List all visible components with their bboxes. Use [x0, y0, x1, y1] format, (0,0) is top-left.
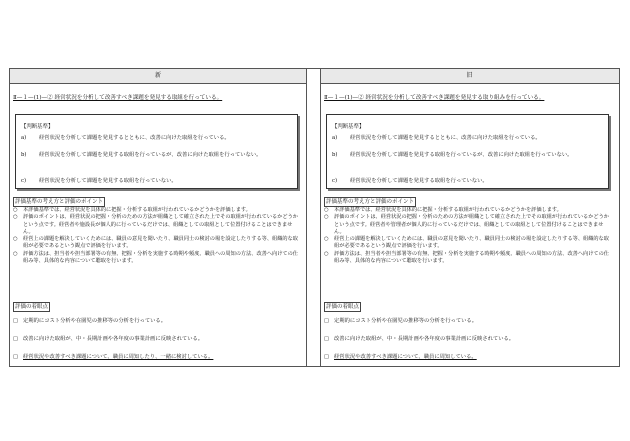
criterion-mark: a) [332, 135, 338, 141]
check-text: 定期的にコスト分析や在園児の推移等の分析を行っている。 [23, 318, 167, 324]
check-text: 定期的にコスト分析や在園児の推移等の分析を行っている。 [334, 318, 478, 324]
points-list [13, 207, 301, 265]
checks-title: 評価の着眼点 [15, 304, 49, 310]
old-column [321, 83, 619, 366]
point-text: 評価方法は、担当者や担当部署等の有無、把握・分析を実施する時期や頻度、職員への周知の方法、改善へ向けての仕組み等、具体的な内容について聴取を行います。 [334, 250, 609, 265]
criterion-c [21, 177, 289, 185]
bullet: ○ [324, 250, 329, 257]
bullet: ○ [324, 214, 329, 221]
list-item [13, 214, 301, 236]
list-item [13, 317, 166, 325]
criterion-text: 経営状況を分析して課題を発見するとともに、改善に向けた取組を行っている。 [350, 135, 541, 141]
criterion-text: 経営状況を分析して課題を発見するとともに、改善に向けた取組を行っている。 [39, 135, 230, 141]
list-item [324, 317, 477, 325]
standard-heading: Ⅱ—１—(1)—② 経営状況を分析して改善すべき課題を発見する取組を行っている。 [13, 95, 223, 101]
new-column [10, 83, 306, 366]
criterion-a [332, 134, 600, 142]
column-divider [306, 69, 307, 366]
bullet: ○ [324, 207, 329, 213]
list-item [324, 335, 514, 343]
points-title: 評価基準の考え方と評価のポイント [326, 199, 415, 205]
criteria-box [326, 114, 609, 189]
comparison-table [9, 68, 620, 367]
criterion-mark: b) [332, 152, 338, 158]
list-item [13, 353, 213, 361]
list-item [324, 251, 612, 266]
checkbox-icon: □ [13, 336, 19, 342]
point-text: 経営上の課題を解決していくためには、職員の意見を聞いたり、職員同士の検討の場を設定したりする等、組織的な取組が必要であるという観点で評価を行います。 [334, 236, 609, 250]
list-item [324, 353, 477, 361]
point-text: 評価方法は、担当者や担当部署等の有無、把握・分析を実施する時期や頻度、職員への周知の方法、改善へ向けての仕組み等、具体的な内容について聴取を行います。 [23, 250, 298, 265]
checkbox-icon: □ [13, 354, 19, 360]
point-text: 評価のポイントは、経営状況の把握・分析のための方法が組織として確立された上でその取組が行われているかどうかという点です。経営者や管理者が個人的に行っているだけでは、組織としての取組として位置付けることはできません。 [334, 214, 609, 235]
criterion-mark: b) [21, 152, 27, 158]
point-text: 経営上の課題を解決していくためには、職員の意見を聞いたり、職員同士の検討の場を設定したりする等、組織的な取組が必要であるという観点で評価を行います。 [23, 236, 298, 250]
point-text: 本評価基準では、経営状況を具体的に把握・分析する取組が行われているかどうかを評価します。 [23, 207, 251, 213]
criterion-c [332, 177, 600, 185]
criterion-text: 経営状況を分析して課題を発見する取組を行っているが、改善に向けた取組を行っていない。 [350, 152, 573, 158]
checks-title: 評価の着眼点 [326, 304, 360, 310]
bullet: ○ [13, 207, 18, 213]
criterion-text: 経営状況を分析して課題を発見する取組を行っていない。 [39, 178, 177, 184]
criterion-b [21, 151, 289, 159]
list-item [13, 236, 301, 251]
standard-heading: Ⅱ—１—(1)—② 経営状況を分析して改善すべき課題を発見する取り組みを行っている。 [324, 95, 545, 101]
check-text: 改善に向けた取組が、中・長期計画や各年度の事業計画に反映されている。 [23, 336, 204, 342]
bullet: ○ [13, 236, 18, 243]
points-title: 評価基準の考え方と評価のポイント [15, 199, 104, 205]
point-text: 本評価基準では、経営状況を具体的に把握・分析する取組が行われているかどうかを評価します。 [334, 207, 562, 213]
check-text: 改善に向けた取組が、中・長期計画や各年度の事業計画に反映されている。 [334, 336, 515, 342]
column-header-new: 新 [10, 69, 306, 84]
checkbox-icon: □ [13, 318, 19, 324]
list-item [13, 251, 301, 266]
criterion-b [332, 151, 600, 159]
list-item [324, 236, 612, 251]
criterion-mark: c) [332, 178, 338, 184]
checkbox-icon: □ [324, 354, 330, 360]
point-text: 評価のポイントは、経営状況の把握・分析のための方法が組織として確立された上でその取組が行われているかどうかという点です。経営者や施設長が個人的に行っているだけでは、組織としての取組として位置付けることはできません。 [23, 214, 298, 235]
criterion-a [21, 134, 289, 142]
criteria-box [15, 114, 298, 189]
bullet: ○ [324, 236, 329, 243]
checkbox-icon: □ [324, 318, 330, 324]
criterion-text: 経営状況を分析して課題を発見する取組を行っていない。 [350, 178, 488, 184]
points-list [324, 207, 612, 265]
column-header-old: 旧 [320, 69, 619, 84]
criteria-title: 【判断基準】 [21, 124, 54, 130]
list-item [324, 214, 612, 236]
criterion-mark: c) [21, 178, 27, 184]
bullet: ○ [13, 214, 18, 221]
list-item [13, 335, 203, 343]
criteria-title: 【判断基準】 [332, 124, 365, 130]
check-text: 経営状況や改善すべき課題について、職員に周知したり、一緒に検討している。 [23, 354, 214, 360]
bullet: ○ [13, 250, 18, 257]
criterion-text: 経営状況を分析して課題を発見する取組を行っているが、改善に向けた取組を行っていない。 [39, 152, 262, 158]
checkbox-icon: □ [324, 336, 330, 342]
check-text: 経営状況や改善すべき課題について、職員に周知している。 [334, 354, 477, 360]
criterion-mark: a) [21, 135, 27, 141]
